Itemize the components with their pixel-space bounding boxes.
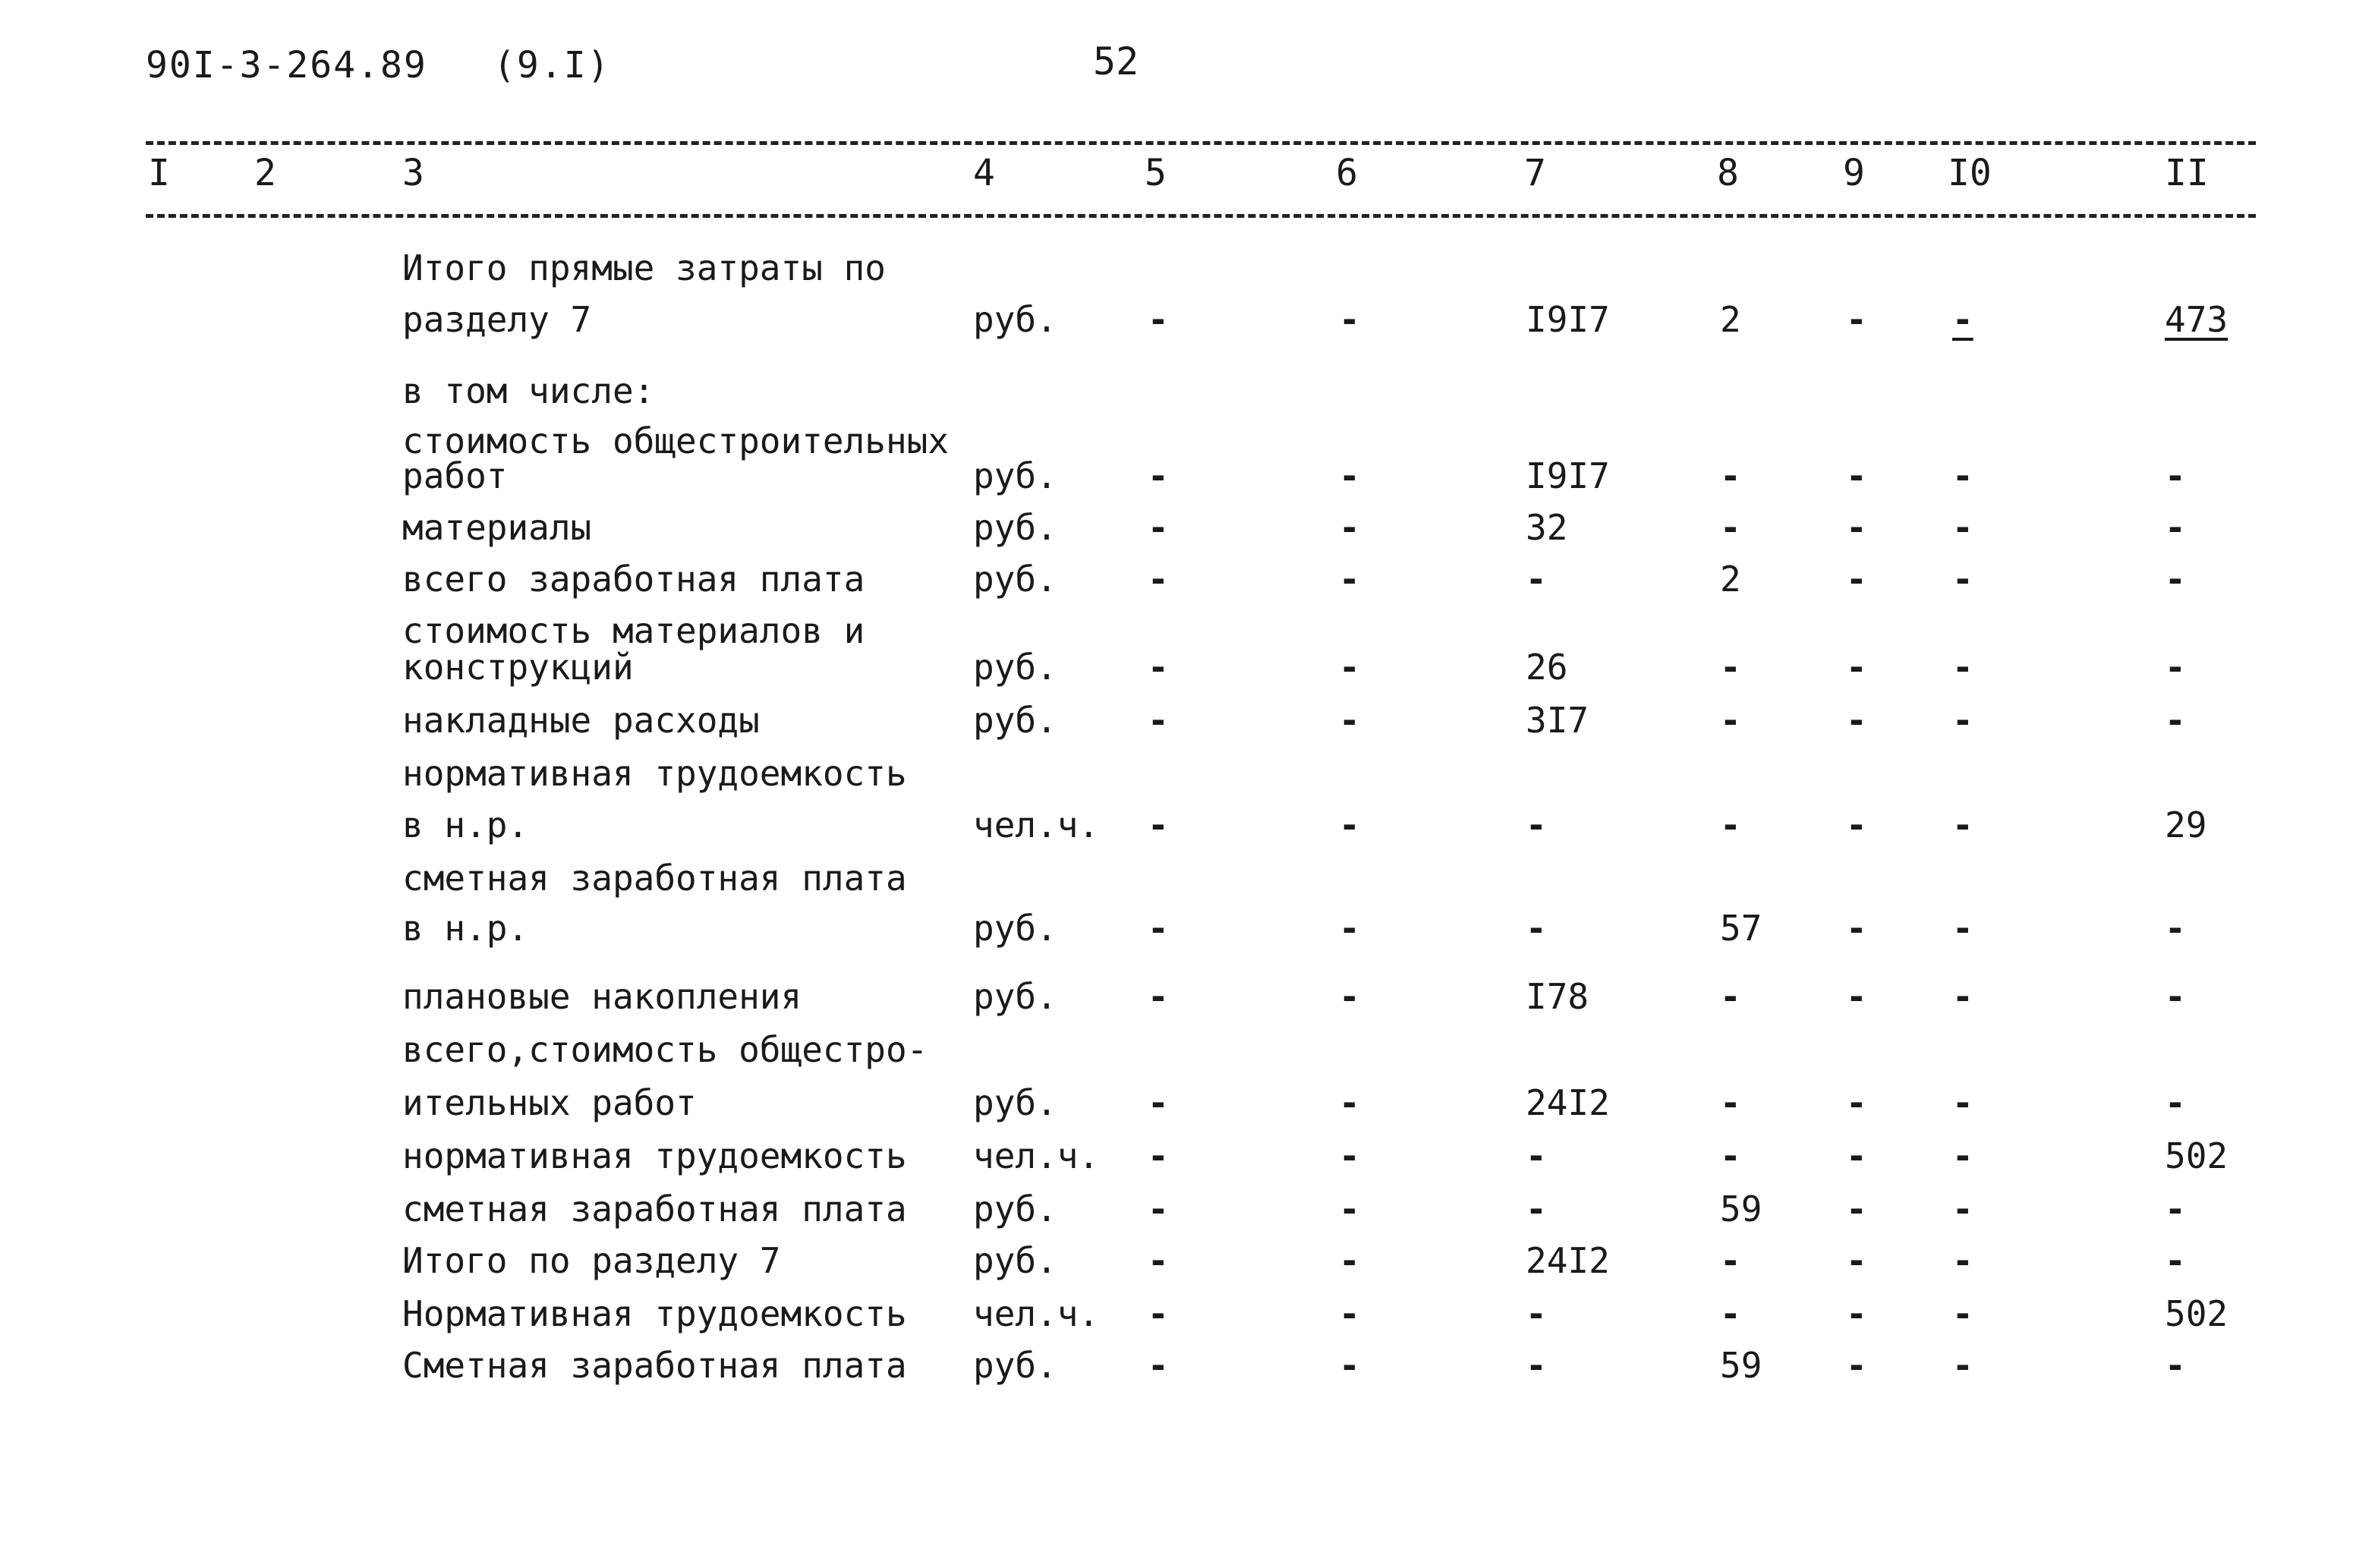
row-description: стоимость общестроительных — [402, 420, 950, 461]
value-cell: - — [1339, 647, 1360, 688]
value-cell: - — [1148, 1293, 1169, 1334]
column-header: I0 — [1948, 152, 1992, 194]
row-description: плановые накопления — [402, 976, 802, 1017]
value-cell: 2 — [1720, 559, 1741, 600]
value-cell: - — [1148, 507, 1169, 548]
column-header: II — [2165, 152, 2209, 194]
value-cell: - — [1952, 647, 1973, 688]
value-cell: - — [1526, 1293, 1547, 1334]
header-bottom-rule — [146, 214, 2256, 218]
value-cell: - — [1526, 1135, 1547, 1176]
column-header: 9 — [1843, 152, 1865, 194]
value-cell: - — [1148, 559, 1169, 600]
value-cell: 2 — [1720, 299, 1741, 340]
value-cell: - — [1148, 804, 1169, 845]
row-description: материалы — [402, 507, 592, 548]
value-cell: - — [1846, 647, 1867, 688]
value-cell: - — [1720, 1293, 1741, 1334]
value-cell: - — [1339, 976, 1360, 1017]
value-cell: - — [1339, 1135, 1360, 1176]
value-cell: 59 — [1720, 1189, 1762, 1230]
unit-cell: руб. — [973, 976, 1057, 1017]
value-cell: - — [2165, 647, 2186, 688]
value-cell: - — [1339, 1345, 1360, 1386]
value-cell: - — [2165, 455, 2186, 496]
unit-cell: руб. — [973, 1082, 1057, 1123]
value-cell: - — [1846, 804, 1867, 845]
value-cell: 24I2 — [1526, 1240, 1610, 1281]
unit-cell: чел.ч. — [973, 804, 1100, 845]
column-header: 2 — [254, 152, 276, 194]
page-number: 52 — [1093, 39, 1139, 83]
value-cell: - — [1526, 804, 1547, 845]
value-cell: - — [1720, 804, 1741, 845]
unit-cell: руб. — [973, 1345, 1057, 1386]
unit-cell: руб. — [973, 299, 1057, 340]
unit-cell: руб. — [973, 455, 1057, 496]
value-cell: - — [1148, 1082, 1169, 1123]
value-cell: - — [1720, 976, 1741, 1017]
row-description: работ — [402, 455, 508, 496]
value-cell: - — [1846, 1240, 1867, 1281]
value-cell: - — [2165, 559, 2186, 600]
value-cell: - — [1148, 1240, 1169, 1281]
value-cell: - — [1148, 700, 1169, 741]
row-description: всего заработная плата — [402, 559, 865, 600]
value-cell: - — [1339, 299, 1360, 340]
value-cell: 59 — [1720, 1345, 1762, 1386]
column-header: 8 — [1717, 152, 1739, 194]
document-code: 90I-3-264.89 — [146, 44, 427, 87]
value-cell: - — [1952, 1293, 1973, 1334]
value-cell: - — [1846, 1082, 1867, 1123]
value-cell: - — [2165, 700, 2186, 741]
value-cell: - — [2165, 1082, 2186, 1123]
row-description: Сметная заработная плата — [402, 1345, 907, 1386]
column-header: 7 — [1524, 152, 1546, 194]
value-cell: - — [1846, 976, 1867, 1017]
value-cell: - — [1952, 507, 1973, 548]
value-cell: - — [1952, 1240, 1973, 1281]
value-cell: - — [1339, 1189, 1360, 1230]
value-cell: - — [1952, 559, 1973, 600]
row-description: нормативная трудоемкость — [402, 1135, 907, 1176]
value-cell: - — [1952, 804, 1973, 845]
value-cell: - — [1148, 299, 1169, 340]
value-cell: - — [2165, 507, 2186, 548]
value-cell: - — [1952, 1082, 1973, 1123]
value-cell: - — [1148, 455, 1169, 496]
value-cell: - — [1526, 559, 1547, 600]
value-cell: 502 — [2165, 1293, 2229, 1334]
value-cell: - — [2165, 976, 2186, 1017]
unit-cell: руб. — [973, 647, 1057, 688]
value-cell: - — [1339, 908, 1360, 949]
column-header: 3 — [402, 152, 424, 194]
value-cell: 32 — [1526, 507, 1568, 548]
value-cell: - — [1148, 647, 1169, 688]
value-cell: - — [1339, 700, 1360, 741]
row-description: в н.р. — [402, 908, 529, 949]
value-cell: - — [1720, 700, 1741, 741]
value-cell: - — [1952, 1345, 1973, 1386]
value-cell: - — [1339, 804, 1360, 845]
unit-cell: руб. — [973, 908, 1057, 949]
unit-cell: руб. — [973, 700, 1057, 741]
value-cell: - — [1846, 700, 1867, 741]
value-cell: - — [2165, 1189, 2186, 1230]
value-cell: 29 — [2165, 804, 2207, 845]
value-cell: - — [1148, 976, 1169, 1017]
row-description: сметная заработная плата — [402, 858, 907, 899]
value-cell: - — [1846, 1345, 1867, 1386]
value-cell: - — [1148, 1135, 1169, 1176]
value-cell: - — [1952, 976, 1973, 1017]
value-cell: - — [1720, 507, 1741, 548]
value-cell: - — [1339, 1293, 1360, 1334]
value-cell: - — [1720, 647, 1741, 688]
row-description: в том числе: — [402, 370, 655, 411]
value-cell: - — [1339, 1082, 1360, 1123]
unit-cell: руб. — [973, 507, 1057, 548]
unit-cell: руб. — [973, 1189, 1057, 1230]
value-cell: - — [1952, 1189, 1973, 1230]
value-cell: I9I7 — [1526, 299, 1610, 340]
value-cell: 3I7 — [1526, 700, 1589, 741]
value-cell: - — [1720, 1135, 1741, 1176]
value-cell: - — [1952, 908, 1973, 949]
row-description: разделу 7 — [402, 299, 592, 340]
value-cell: I9I7 — [1526, 455, 1610, 496]
value-cell: - — [1526, 1189, 1547, 1230]
value-cell: - — [2165, 1240, 2186, 1281]
value-cell: - — [1339, 559, 1360, 600]
row-description: всего,стоимость общестро- — [402, 1029, 928, 1070]
value-cell: 24I2 — [1526, 1082, 1610, 1123]
value-cell: - — [1720, 1082, 1741, 1123]
unit-cell: чел.ч. — [973, 1135, 1100, 1176]
value-cell: - — [1339, 507, 1360, 548]
value-cell: - — [1952, 455, 1973, 496]
table-top-rule — [146, 141, 2256, 145]
value-cell: - — [1526, 1345, 1547, 1386]
value-cell: - — [1720, 455, 1741, 496]
value-cell: - — [1526, 908, 1547, 949]
row-description: сметная заработная плата — [402, 1189, 907, 1230]
column-header: I — [148, 152, 170, 194]
row-description: Итого прямые затраты по — [402, 247, 886, 288]
value-cell: - — [1952, 299, 1973, 340]
row-description: Итого по разделу 7 — [402, 1240, 781, 1281]
value-cell: - — [1952, 700, 1973, 741]
unit-cell: руб. — [973, 559, 1057, 600]
value-cell: - — [1846, 1189, 1867, 1230]
row-description: в н.р. — [402, 804, 529, 845]
value-cell: - — [1148, 1345, 1169, 1386]
value-cell: I78 — [1526, 976, 1589, 1017]
value-cell: - — [1339, 455, 1360, 496]
row-description: нормативная трудоемкость — [402, 753, 907, 794]
value-cell: - — [1339, 1240, 1360, 1281]
value-cell: - — [1846, 1293, 1867, 1334]
value-cell: 473 — [2165, 299, 2229, 340]
row-description: стоимость материалов и — [402, 610, 865, 651]
column-header: 5 — [1145, 152, 1167, 194]
value-cell: - — [1952, 1135, 1973, 1176]
value-cell: 26 — [1526, 647, 1568, 688]
value-cell: - — [1846, 559, 1867, 600]
value-cell: - — [1846, 299, 1867, 340]
unit-cell: руб. — [973, 1240, 1057, 1281]
row-description: ительных работ — [402, 1082, 697, 1123]
value-cell: - — [1148, 908, 1169, 949]
row-description: накладные расходы — [402, 700, 760, 741]
column-header: 4 — [973, 152, 995, 194]
unit-cell: чел.ч. — [973, 1293, 1100, 1334]
column-header: 6 — [1336, 152, 1358, 194]
value-cell: - — [2165, 908, 2186, 949]
sheet-reference: (9.I) — [493, 44, 611, 87]
row-description: Нормативная трудоемкость — [402, 1293, 907, 1334]
value-cell: - — [1720, 1240, 1741, 1281]
value-cell: - — [1846, 908, 1867, 949]
value-cell: - — [1846, 455, 1867, 496]
value-cell: 57 — [1720, 908, 1762, 949]
row-description: конструкций — [402, 647, 634, 688]
value-cell: - — [1148, 1189, 1169, 1230]
value-cell: - — [2165, 1345, 2186, 1386]
value-cell: - — [1846, 507, 1867, 548]
value-cell: 502 — [2165, 1135, 2229, 1176]
value-cell: - — [1846, 1135, 1867, 1176]
